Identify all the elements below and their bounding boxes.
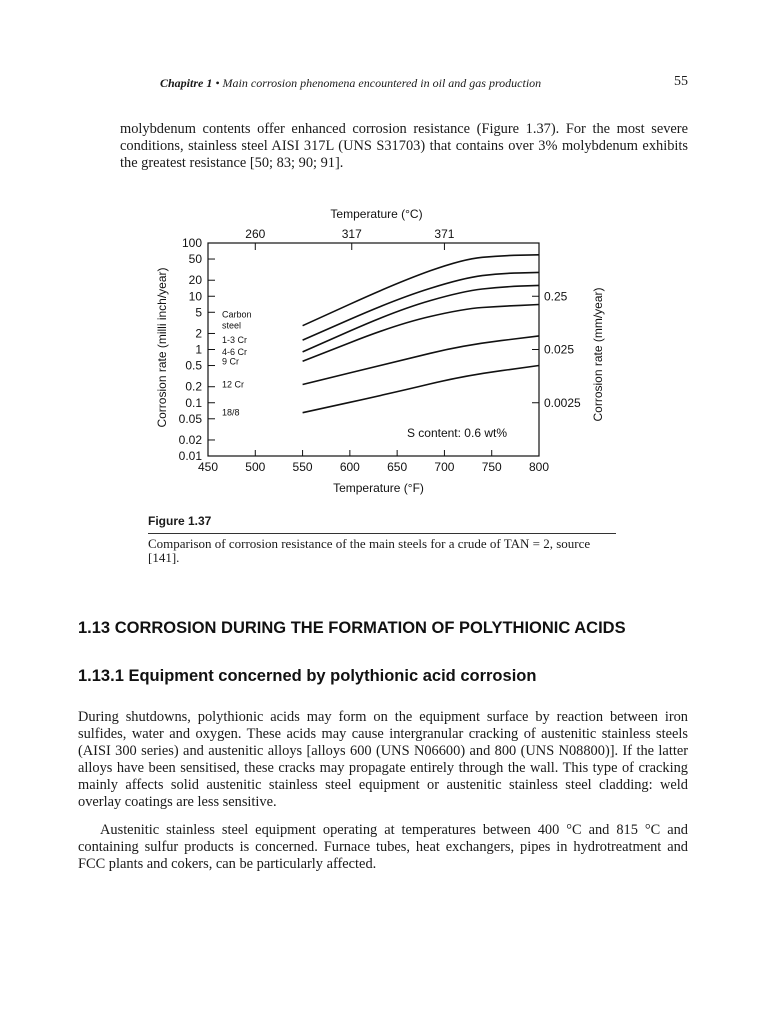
x-tick-label: 750 (481, 460, 502, 474)
body-paragraph-1: During shutdowns, polythionic acids may form on the equipment surface by reaction between iron sulfides, water and oxygen. These acids may cause intergranular cracking of austenitic stainless steels (AISI 300 series) and austenitic alloys [alloys 600 (UNS N06600) and 800 (UNS N08800)]. If the latter alloys have been sensitised, these cracks may propagate entirely through the wall. This type of cracking mainly affects solid austenitic stainless steel equipment or austenitic stainless steel cladding: weld overlay coatings are less sensitive. (78, 709, 688, 810)
figure-caption: Comparison of corrosion resistance of the main steels for a crude of TAN = 2, source [141]. (148, 536, 591, 565)
y-tick-label: 2 (195, 326, 202, 341)
x-tick-label: 550 (292, 460, 313, 474)
page-number: 55 (674, 74, 688, 89)
y2-tick-label: 0.25 (544, 289, 568, 304)
figure-label: Figure 1.37 (148, 514, 212, 528)
x2-tick-label: 317 (341, 227, 362, 241)
y-tick-label: 10 (188, 289, 202, 304)
y2-tick-label: 0.025 (544, 342, 575, 357)
series-line (303, 366, 539, 413)
series-label: 1-3 Cr (222, 335, 248, 346)
chapter-title: Main corrosion phenomena encountered in oil and gas production (222, 76, 542, 90)
body-paragraph-2: Austenitic stainless steel equipment operating at temperatures between 400 °C and 815 °C and containing sulfur products is concerned. Furnace tubes, heat exchangers, pipes in hydrotreatment and FCC plants and cokers, can be particularly affected. (78, 822, 688, 872)
y2-tick-label: 0.0025 (544, 395, 581, 410)
y-axis-title: Corrosion rate (milli inch/year) (155, 267, 169, 428)
y-tick-label: 100 (181, 236, 202, 250)
intro-paragraph: molybdenum contents offer enhanced corrosion resistance (Figure 1.37). For the most severe conditions, stainless steel AISI 317L (UNS S31703) that contains over 3% molybdenum exhibits the greatest resistance [50; 83; 90; 91]. (120, 121, 688, 171)
caption-rule (148, 533, 616, 534)
series-label: 4-6 Cr (222, 346, 248, 357)
x-tick-label: 450 (197, 460, 219, 474)
y-tick-label: 5 (195, 305, 202, 320)
y-tick-label: 0.01 (178, 449, 202, 463)
x-axis-title: Temperature (°F) (333, 481, 424, 495)
chapter-separator: • (215, 76, 220, 90)
x-tick-label: 500 (245, 460, 266, 474)
corrosion-rate-chart (0, 0, 768, 510)
y-tick-label: 20 (188, 273, 202, 288)
series-label: 9 Cr (222, 356, 240, 367)
chart-annotation: S content: 0.6 wt% (406, 426, 507, 440)
series-label: steel (222, 320, 242, 331)
series-line (303, 305, 539, 362)
series-label: 18/8 (222, 407, 240, 418)
x-tick-label: 600 (339, 460, 360, 474)
series-line (303, 255, 539, 326)
y-tick-label: 0.2 (185, 379, 202, 394)
series-line (303, 336, 539, 385)
x-tick-label: 700 (434, 460, 455, 474)
y2-axis-title: Corrosion rate (mm/year) (591, 287, 605, 422)
y-tick-label: 50 (188, 252, 202, 267)
y-tick-label: 0.1 (185, 395, 202, 410)
x2-tick-label: 260 (245, 227, 266, 241)
chapter-label: Chapitre 1 (160, 76, 213, 90)
y-tick-label: 0.5 (185, 358, 202, 373)
y-tick-label: 1 (195, 342, 202, 357)
section-heading-1-13: 1.13 CORROSION DURING THE FORMATION OF POLYTHIONIC ACIDS (78, 619, 626, 637)
x2-axis-title: Temperature (°C) (330, 207, 423, 221)
x2-tick-label: 371 (434, 227, 455, 241)
y-tick-label: 0.05 (178, 411, 202, 426)
section-heading-1-13-1: 1.13.1 Equipment concerned by polythionic acid corrosion (78, 667, 537, 685)
series-label: 12 Cr (222, 379, 245, 390)
x-tick-label: 650 (387, 460, 408, 474)
y-tick-label: 0.02 (178, 432, 202, 447)
x-tick-label: 800 (528, 460, 550, 474)
series-label: Carbon (222, 309, 252, 320)
